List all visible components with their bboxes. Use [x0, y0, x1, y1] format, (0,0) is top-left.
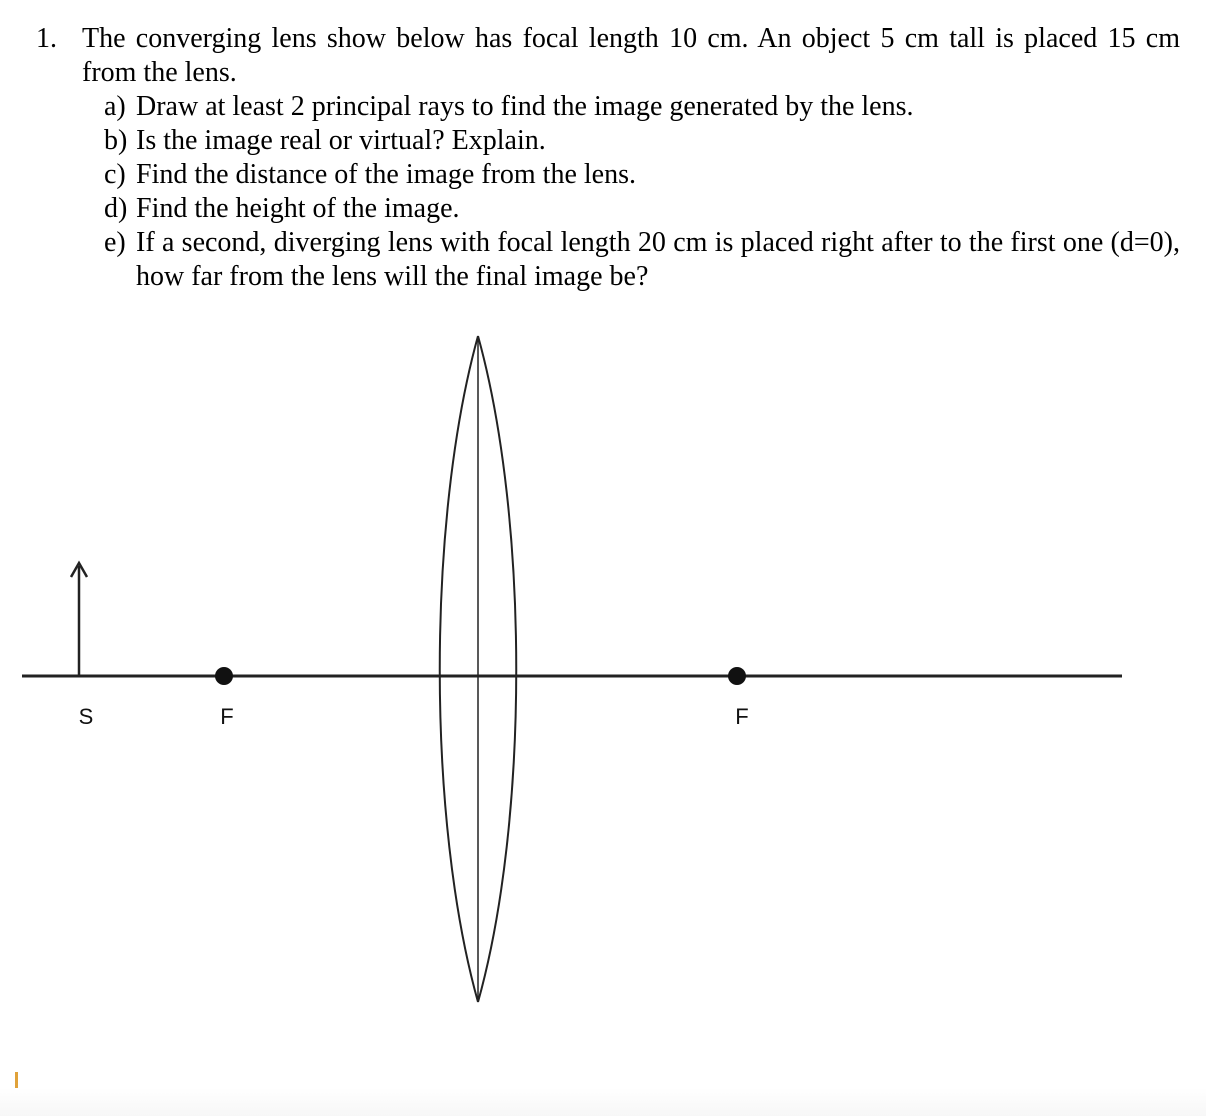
focal-right-label: F [735, 704, 749, 729]
part-text: If a second, diverging lens with focal length 20 cm is placed right after to the first one (d=0), how far from the lens will the final image be? [136, 227, 1180, 292]
part-label: c) [104, 159, 126, 190]
part-text: Is the image real or virtual? Explain. [136, 125, 546, 156]
bottom-edge [0, 1088, 1206, 1116]
focal-left-label: F [220, 704, 234, 729]
part-label: b) [104, 125, 128, 156]
question-number: 1. [36, 23, 57, 54]
focal-point-left [215, 667, 233, 685]
part-label: a) [104, 91, 126, 122]
part-text: Draw at least 2 principal rays to find the image generated by the lens. [136, 91, 914, 122]
focal-point-right [728, 667, 746, 685]
question-text: The converging lens show below has focal length 10 cm. An object 5 cm tall is placed 15 cm from the lens. [82, 23, 1180, 88]
part-label: d) [104, 193, 128, 224]
part-text: Find the height of the image. [136, 193, 460, 224]
part-label: e) [104, 227, 126, 258]
part-text: Find the distance of the image from the lens. [136, 159, 636, 190]
object-label: S [78, 704, 94, 729]
